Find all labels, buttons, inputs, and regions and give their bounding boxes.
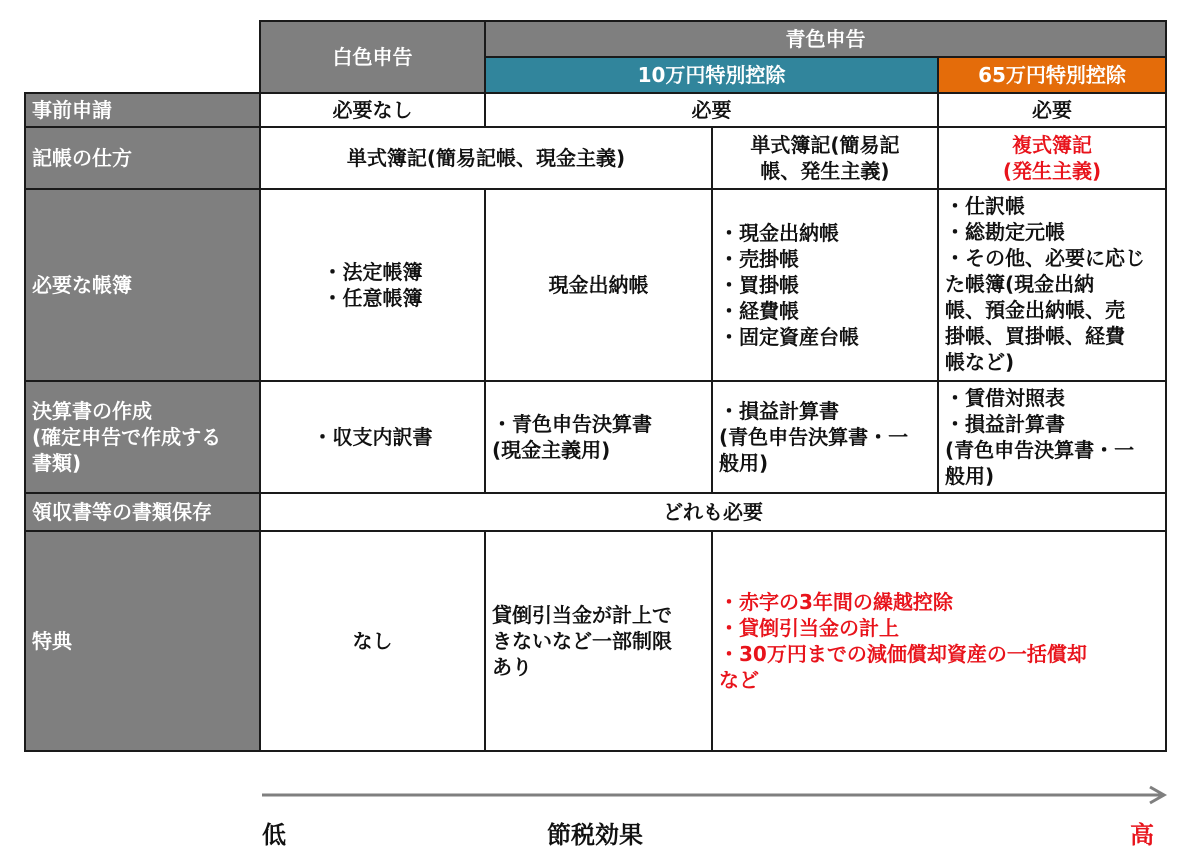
bookkeeping-blue65-line: (発生主義) <box>1002 159 1102 183</box>
statements-blue10b-line: 般用) <box>719 451 769 475</box>
statements-blue10b-line: (青色申告決算書・一 <box>719 425 909 449</box>
books-white-item: ・法定帳簿 <box>322 260 423 284</box>
books-blue10b <box>712 189 938 381</box>
books-blue65-item: ・仕訳帳 <box>945 194 1025 218</box>
bookkeeping-blue65-line: 複式簿記 <box>1012 133 1092 157</box>
statements-blue10a <box>485 381 712 493</box>
bookkeeping-blue10-line: 単式簿記(簡易記 <box>750 133 900 157</box>
row-label-books: 必要な帳簿 <box>25 189 260 381</box>
statements-blue10b-line: ・損益計算書 <box>719 399 839 423</box>
benefits-blue-right <box>712 531 1166 751</box>
statements-label-line: 書類) <box>32 451 82 475</box>
prior-blue10: 必要 <box>485 93 938 127</box>
benefits-blue-right-line: ・30万円までの減価償却資産の一括償却 <box>719 642 1087 666</box>
benefits-white: なし <box>260 531 485 751</box>
tax-effect-scale <box>0 785 1190 860</box>
books-blue65-item: ・その他、必要に応じ <box>945 246 1145 270</box>
books-blue65-item: た帳簿(現金出納 <box>945 272 1095 296</box>
books-white-item: ・任意帳簿 <box>322 286 423 310</box>
bookkeeping-blue10 <box>712 127 938 189</box>
statements-label-line: (確定申告で作成する <box>32 425 222 449</box>
books-blue10b-item: ・買掛帳 <box>719 273 799 297</box>
benefits-blue10a-line: あり <box>492 655 532 679</box>
books-blue65-item: 帳、預金出納帳、売 <box>945 298 1125 322</box>
books-blue10b-item: ・現金出納帳 <box>719 221 839 245</box>
books-blue10a: 現金出納帳 <box>485 189 712 381</box>
scale-low-label: 低 <box>262 821 286 849</box>
benefits-blue-right-line: ・赤字の3年間の繰越控除 <box>719 590 953 614</box>
statements-blue65 <box>938 381 1166 493</box>
comparison-table <box>24 20 1167 752</box>
benefits-blue10a <box>485 531 712 751</box>
row-label-receipts: 領収書等の書類保存 <box>25 493 260 531</box>
statements-blue65-line: 般用) <box>945 464 995 488</box>
statements-blue10a-line: (現金主義用) <box>492 438 611 462</box>
books-blue65-item: 掛帳、買掛帳、経費 <box>945 324 1125 348</box>
header-blue-65: 65万円特別控除 <box>938 57 1166 93</box>
benefits-blue-right-line: など <box>719 668 759 692</box>
corner-cell <box>25 21 260 93</box>
row-label-benefits: 特典 <box>25 531 260 751</box>
row-label-statements <box>25 381 260 493</box>
prior-blue65: 必要 <box>938 93 1166 127</box>
bookkeeping-blue10-line: 帳、発生主義) <box>760 159 890 183</box>
statements-blue10b <box>712 381 938 493</box>
row-label-prior: 事前申請 <box>25 93 260 127</box>
scale-high-label: 高 <box>1130 821 1154 849</box>
books-blue65-item: 帳など) <box>945 350 1015 374</box>
books-blue65 <box>938 189 1166 381</box>
row-label-bookkeeping: 記帳の仕方 <box>25 127 260 189</box>
header-blue: 青色申告 <box>485 21 1166 57</box>
header-blue-10: 10万円特別控除 <box>485 57 938 93</box>
statements-blue10a-line: ・青色申告決算書 <box>492 412 652 436</box>
books-blue10b-item: ・経費帳 <box>719 299 799 323</box>
statements-blue65-line: ・賃借対照表 <box>945 386 1065 410</box>
benefits-blue10a-line: きないなど一部制限 <box>492 629 672 653</box>
books-white <box>260 189 485 381</box>
books-blue10b-item: ・固定資産台帳 <box>719 325 859 349</box>
bookkeeping-white: 単式簿記(簡易記帳、現金主義) <box>260 127 712 189</box>
books-blue65-item: ・総勘定元帳 <box>945 220 1065 244</box>
statements-blue65-line: (青色申告決算書・一 <box>945 438 1135 462</box>
scale-title: 節税効果 <box>547 821 643 849</box>
benefits-blue10a-line: 貸倒引当金が計上で <box>492 603 672 627</box>
receipts-all: どれも必要 <box>260 493 1166 531</box>
statements-label-line: 決算書の作成 <box>32 399 152 423</box>
statements-white: ・収支内訳書 <box>260 381 485 493</box>
books-blue10b-item: ・売掛帳 <box>719 247 799 271</box>
prior-white: 必要なし <box>260 93 485 127</box>
bookkeeping-blue65 <box>938 127 1166 189</box>
header-white: 白色申告 <box>260 21 485 93</box>
statements-blue65-line: ・損益計算書 <box>945 412 1065 436</box>
scale-arrow <box>262 785 1172 805</box>
benefits-blue-right-line: ・貸倒引当金の計上 <box>719 616 899 640</box>
